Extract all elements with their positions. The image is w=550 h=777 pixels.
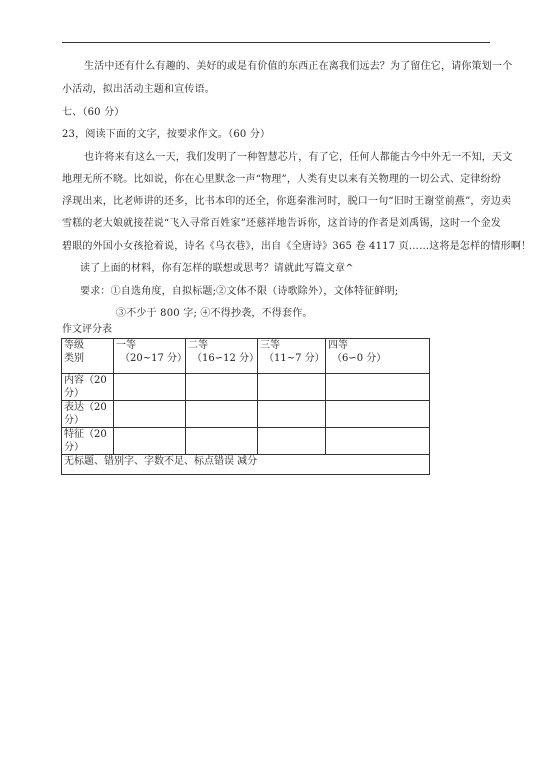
table-footer-row (62, 455, 430, 475)
requirements-line-1: 要求：①自选角度，自拟标题;②文体不限（诗歌除外），文体特征鲜明; (80, 286, 399, 297)
deduction-note: 无标题、错别字、字数不足、标点错误 减分 (62, 455, 430, 475)
requirements-line-2: ③不少于 800 字; ④不得抄袭，不得套作。 (116, 308, 313, 319)
table-cell (258, 428, 326, 455)
header-grade-label: 等级 (64, 340, 84, 351)
passage-line-5: 碧眼的外国小女孩抢着说，诗名《乌衣巷》，出自《全唐诗》365 卷 4117 页……这将是怎样的情形啊！ (62, 241, 532, 252)
first-class-grade: 一等 (116, 340, 136, 351)
row-label-features: 特征（20 分） (62, 428, 114, 455)
passage-line-1: 也许将来有这么一天，我们发明了一种智慧芯片，有了它，任何人都能古今中外无一不知，天文 (84, 152, 513, 163)
writing-prompt: 读了上面的材料，你有怎样的联想或思考？请就此写篇文章^ (80, 263, 354, 274)
third-class-range: （11~7 分） (264, 353, 325, 364)
second-class-grade: 二等 (188, 340, 208, 351)
second-class-range: （16∽12 分） (192, 353, 260, 364)
header-third-class (258, 339, 326, 374)
row-label-content: 内容（20 分） (62, 374, 114, 401)
score-table-header-row (62, 339, 430, 374)
header-grade-category (62, 339, 114, 374)
table-cell (326, 428, 430, 455)
prev-question-line-1: 生活中还有什么有趣的、美好的或是有价值的东西正在离我们远去？为了留住它，请你策划一个 (84, 61, 513, 72)
score-table-title: 作文评分表 (62, 324, 112, 335)
third-class-grade: 三等 (260, 340, 280, 351)
table-row (62, 374, 430, 401)
header-first-class (114, 339, 186, 374)
table-cell (326, 374, 430, 401)
score-table (61, 338, 430, 475)
table-cell (114, 428, 186, 455)
question-stem: 23，阅读下面的文字，按要求作文。（60 分） (62, 129, 271, 140)
header-fourth-class (326, 339, 430, 374)
table-cell (258, 374, 326, 401)
passage-line-3: 浮现出来，比老师讲的还多，比书本印的还全，你逛秦淮河时，脱口一句“旧时王谢堂前燕”，旁边卖 (62, 196, 512, 207)
table-row (62, 428, 430, 455)
passage-line-4: 雪糕的老大娘就接茬说“飞入寻常百姓家”还慈祥地告诉你，这首诗的作者是刘禹锡，这时一个金发 (62, 218, 502, 229)
header-rule (62, 42, 490, 43)
header-second-class (186, 339, 258, 374)
row-label-expression: 表达（20 分） (62, 401, 114, 428)
table-cell (326, 401, 430, 428)
passage-line-2: 地理无所不晓。比如说，你在心里默念一声“物理”，人类有史以来有关物理的一切公式、定律纷纷 (62, 174, 502, 185)
table-cell (258, 401, 326, 428)
prev-question-line-2: 小活动，拟出活动主题和宣传语。 (62, 84, 215, 95)
table-cell (114, 374, 186, 401)
section-title: 七、（60 分） (62, 107, 125, 118)
fourth-class-grade: 四等 (328, 340, 348, 351)
table-cell (114, 401, 186, 428)
fourth-class-range: （6∽0 分） (332, 353, 387, 364)
table-cell (186, 428, 258, 455)
table-cell (186, 374, 258, 401)
first-class-range: （20~17 分） (120, 353, 188, 364)
table-cell (186, 401, 258, 428)
header-category-label: 类别 (64, 353, 84, 364)
table-row (62, 401, 430, 428)
